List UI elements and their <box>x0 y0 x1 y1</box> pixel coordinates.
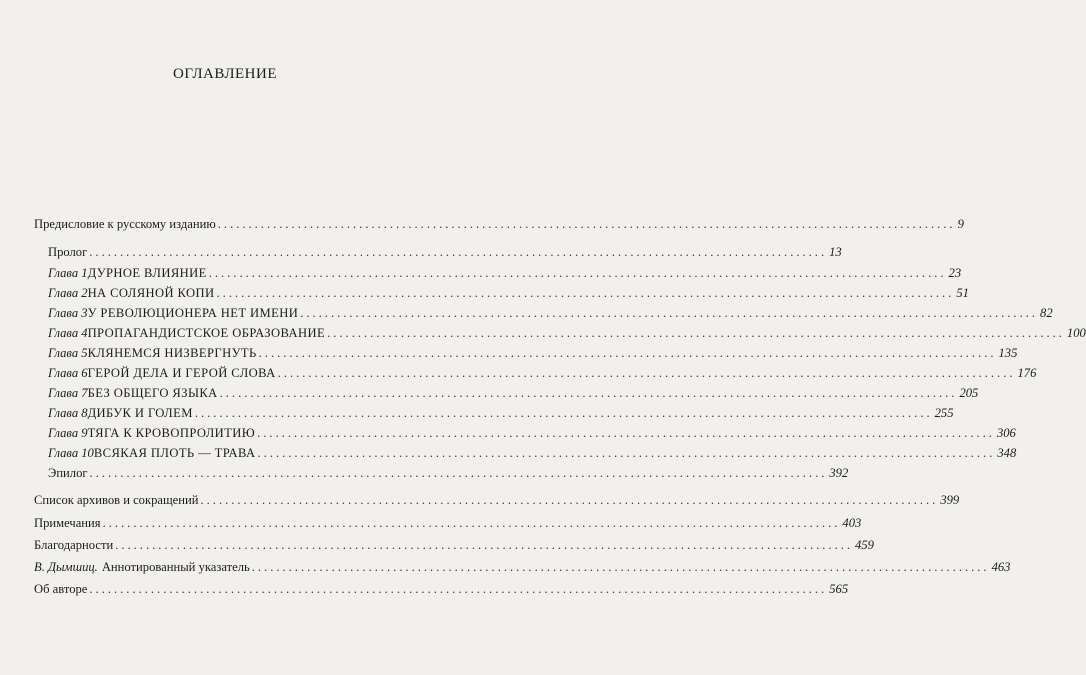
dot-leader: ........................................................................................................................ <box>194 406 933 420</box>
chapter-label: Глава 2 <box>48 286 88 300</box>
toc-entry-index[interactable] <box>34 560 1011 578</box>
page-number: 9 <box>957 217 964 231</box>
chapter-label: Глава 4 <box>48 326 88 340</box>
chapter-label: Глава 6 <box>48 366 88 380</box>
chapter-label: Глава 10 <box>48 446 94 460</box>
entry-title: Аннотированный указатель <box>101 560 250 574</box>
toc-entry-chapter[interactable] <box>48 346 1018 364</box>
toc-entry-archives[interactable] <box>34 493 960 511</box>
dot-leader: ........................................................................................................................ <box>327 326 1065 340</box>
dot-leader: ........................................................................................................................ <box>251 560 990 574</box>
chapter-label: Глава 5 <box>48 346 88 360</box>
entry-title: Предисловие к русскому изданию <box>34 217 216 231</box>
chapter-title: НА СОЛЯНОЙ КОПИ <box>87 286 215 300</box>
toc-entry-chapter[interactable] <box>48 366 1037 384</box>
page-number: 459 <box>855 538 874 552</box>
dot-leader: ........................................................................................................................ <box>217 217 956 231</box>
toc-entry-acknowledgements[interactable] <box>34 538 874 556</box>
toc-entry-about-author[interactable] <box>34 582 849 600</box>
chapter-title: ТЯГА К КРОВОПРОЛИТИЮ <box>87 426 256 440</box>
chapter-label: Глава 8 <box>48 406 88 420</box>
chapter-label: Глава 1 <box>48 266 88 280</box>
chapter-title: ДУРНОЕ ВЛИЯНИЕ <box>87 266 207 280</box>
toc-entry-chapter[interactable] <box>48 426 1016 444</box>
page-number: 176 <box>1017 366 1037 380</box>
dot-leader: ........................................................................................................................ <box>300 306 1039 320</box>
page-number: 82 <box>1040 306 1053 320</box>
chapter-label: Глава 9 <box>48 426 88 440</box>
chapter-title: ВСЯКАЯ ПЛОТЬ — ТРАВА <box>93 446 256 460</box>
dot-leader: ........................................................................................................................ <box>258 346 997 360</box>
page-number: 255 <box>934 406 954 420</box>
dot-leader: ........................................................................................................................ <box>219 386 958 400</box>
page-number: 13 <box>829 245 842 259</box>
chapter-title: БЕЗ ОБЩЕГО ЯЗЫКА <box>87 386 218 400</box>
dot-leader: ........................................................................................................................ <box>200 493 939 507</box>
dot-leader: ........................................................................................................................ <box>216 286 955 300</box>
entry-title: Пролог <box>48 245 88 259</box>
toc-title: ОГЛАВЛЕНИЕ <box>173 66 277 82</box>
chapter-label: Глава 3 <box>48 306 88 320</box>
page-number: 51 <box>956 286 969 300</box>
entry-title: Благодарности <box>34 538 114 552</box>
dot-leader: ........................................................................................................................ <box>89 466 828 480</box>
page-number: 306 <box>996 426 1016 440</box>
entry-author: В. Дымшиц. <box>34 560 98 574</box>
chapter-label: Глава 7 <box>48 386 88 400</box>
page-number: 135 <box>998 346 1018 360</box>
chapter-title: ДИБУК И ГОЛЕМ <box>87 406 193 420</box>
dot-leader: ........................................................................................................................ <box>89 582 828 596</box>
toc-entry-chapter[interactable] <box>48 266 962 284</box>
dot-leader: ........................................................................................................................ <box>115 538 854 552</box>
chapter-title: КЛЯНЕМСЯ НИЗВЕРГНУТЬ <box>87 346 257 360</box>
entry-title: Об авторе <box>34 582 88 596</box>
page-number: 100 <box>1066 326 1086 340</box>
chapter-title: ПРОПАГАНДИСТСКОЕ ОБРАЗОВАНИЕ <box>87 326 326 340</box>
page-number: 565 <box>829 582 849 596</box>
dot-leader: ........................................................................................................................ <box>89 245 828 259</box>
dot-leader: ........................................................................................................................ <box>257 446 996 460</box>
page-number: 205 <box>959 386 979 400</box>
toc-entry-preface[interactable] <box>34 217 964 235</box>
entry-title: Примечания <box>34 516 101 530</box>
dot-leader: ........................................................................................................................ <box>277 366 1016 380</box>
toc-entry-chapter[interactable] <box>48 326 1086 344</box>
toc-entry-epilogue[interactable] <box>48 466 849 484</box>
chapter-title: ГЕРОЙ ДЕЛА И ГЕРОЙ СЛОВА <box>87 366 276 380</box>
chapter-title: У РЕВОЛЮЦИОНЕРА НЕТ ИМЕНИ <box>87 306 299 320</box>
dot-leader: ........................................................................................................................ <box>102 516 841 530</box>
page-number: 348 <box>997 446 1017 460</box>
toc-entry-chapter[interactable] <box>48 406 954 424</box>
page-number: 23 <box>948 266 962 280</box>
entry-title: Эпилог <box>48 466 88 480</box>
page-number: 399 <box>940 493 960 507</box>
toc-entry-chapter[interactable] <box>48 306 1053 324</box>
dot-leader: ........................................................................................................................ <box>257 426 995 440</box>
page-number: 392 <box>829 466 849 480</box>
dot-leader: ........................................................................................................................ <box>208 266 947 280</box>
toc-entry-chapter[interactable] <box>48 446 1017 464</box>
entry-title: Список архивов и сокращений <box>34 493 199 507</box>
toc-entry-prologue[interactable] <box>48 245 842 263</box>
page-number: 463 <box>991 560 1011 574</box>
toc-entry-chapter[interactable] <box>48 286 969 304</box>
toc-entry-chapter[interactable] <box>48 386 979 404</box>
toc-entry-notes[interactable] <box>34 516 862 534</box>
page-number: 403 <box>842 516 862 530</box>
